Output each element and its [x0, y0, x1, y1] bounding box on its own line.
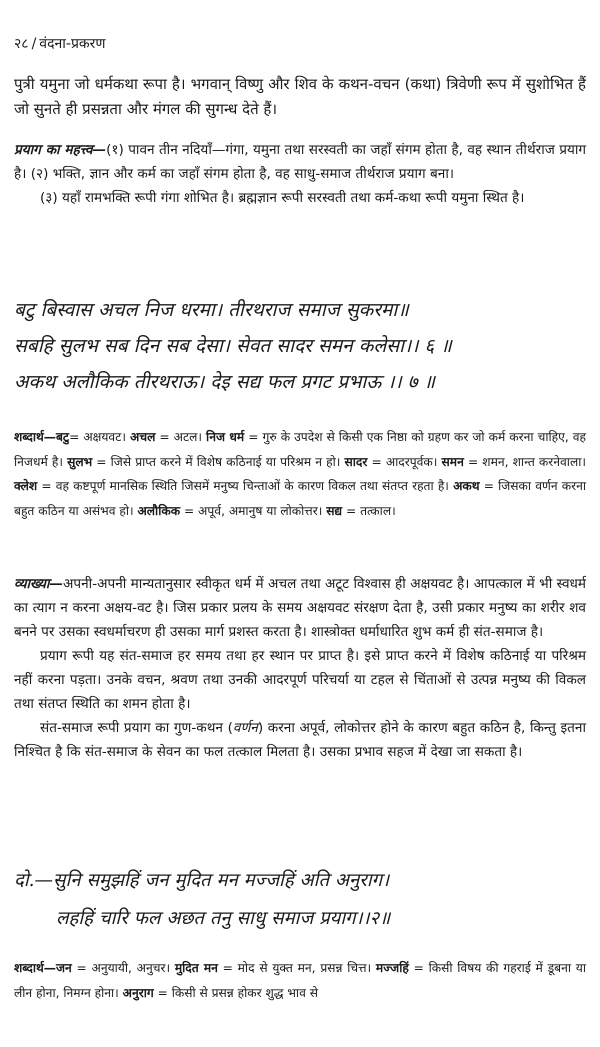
glossary-meaning: = वह कष्टपूर्ण मानसिक स्थिति जिसमें मनुष्य चिन्ताओं के कारण विकल तथा संतप्त रहता है।	[41, 479, 449, 493]
importance-block	[14, 138, 586, 210]
glossary-meaning: = मोद से युक्त मन, प्रसन्न चित्त।	[222, 961, 372, 975]
explanation-label: व्याख्या—	[14, 576, 64, 592]
explanation-para-3-start: संत-समाज रूपी प्रयाग का गुण-कथन (	[40, 720, 233, 736]
explanation-para-3-italic: वर्णन	[232, 720, 258, 736]
glossary-term: मुदित मन	[174, 961, 218, 975]
glossary-meaning: = अपूर्व, अमानुष या लोकोत्तर।	[183, 503, 323, 518]
verse-1-line-2: सबहि सुलभ सब दिन सब देसा। सेवत सादर समन कलेसा।। ६ ॥	[14, 335, 452, 357]
explanation-block	[14, 572, 586, 764]
doha-line-1: दो.—सुनि समुझहिं जन मुदित मन मज्जहिं अति अनुराग।	[14, 870, 390, 891]
verse-1-line-1: बटु बिस्वास अचल निज धरमा। तीरथराज समाज सुकरमा॥	[14, 299, 409, 321]
glossary-1-paragraph	[14, 425, 586, 523]
glossary-2-paragraph	[14, 956, 586, 1005]
intro-block	[14, 72, 586, 122]
explanation-para-1	[14, 572, 586, 644]
glossary-term: क्लेश	[14, 479, 38, 493]
glossary-term: अचल	[130, 430, 156, 444]
glossary-meaning: = अनुयायी, अनुचर।	[76, 961, 171, 975]
glossary-meaning: = जिसे प्राप्त करने में विशेष कठिनाई या परिश्रम न हो।	[96, 454, 341, 469]
verse-1-line-3: अकथ अलौकिक तीरथराऊ। देइ सद्य फल प्रगट प्रभाऊ ।। ७ ॥	[14, 371, 436, 393]
glossary-term: मज्जहिं	[375, 961, 409, 975]
glossary-2-label: शब्दार्थ—	[14, 961, 56, 975]
glossary-term: बटु	[55, 430, 70, 444]
verse-1	[14, 292, 586, 400]
explanation-para-2: प्रयाग रूपी यह संत-समाज हर समय तथा हर स्थान पर प्राप्त है। इसे प्राप्त करने में विशेष कठिनाई या परिश्रम नहीं करना पड़ता। उनके वचन, श्रवण तथा उनकी आदरपूर्ण परिचर्या या टहल से चिंताओं से उत्पन्न मनुष्य की विकल तथा संतप्त स्थिति का शमन होता है।	[14, 648, 587, 712]
chapter-title: वंदना-प्रकरण	[39, 36, 106, 52]
glossary-term: अनुराग	[122, 985, 154, 1000]
glossary-1-label: शब्दार्थ—	[14, 430, 56, 444]
glossary-term: अकथ	[453, 479, 480, 493]
importance-paragraph	[14, 138, 586, 186]
glossary-term: सादर	[344, 454, 368, 469]
glossary-term: समन	[441, 454, 464, 469]
glossary-meaning: = तत्काल।	[345, 503, 396, 518]
glossary-meaning: = किसी से प्रसन्न होकर शुद्ध भाव से	[157, 985, 318, 1000]
explanation-para-3	[14, 716, 586, 764]
importance-point-3: (३) यहाँ रामभक्ति रूपी गंगा शोभित है। ब्रह्मज्ञान रूपी सरस्वती तथा कर्म-कथा रूपी यमुना स्थित है।	[40, 190, 525, 206]
intro-paragraph: पुत्री यमुना जो धर्मकथा रूपा है। भगवान् विष्णु और शिव के कथन-वचन (कथा) त्रिवेणी रूप में सुशोभित हैं जो सुनते ही प्रसन्नता और मंगल की सुगन्ध देते हैं।	[14, 75, 586, 118]
explanation-text-1: अपनी-अपनी मान्यतानुसार स्वीकृत धर्म में अचल तथा अटूट विश्वास ही अक्षयवट है। आपत्काल में भी स्वधर्म का त्याग न करना अक्षय-वट है। जिस प्रकार प्रलय के समय अक्षयवट संरक्षण देता है, उसी प्रकार मनुष्य का शरीर शव बनने पर उसका स्वधर्माचरण ही उसका मार्ग प्रशस्त करता है। शास्त्रोक्त धर्माधारित शुभ कर्म ही संत-समाज है।	[14, 576, 586, 640]
glossary-term: सुलभ	[67, 454, 93, 469]
glossary-meaning: = शमन, शान्त करनेवाला।	[467, 454, 586, 469]
glossary-meaning: = किसी विषय की गहराई में डूबना या लीन होना, निमग्न होना।	[14, 961, 586, 1000]
explanation-para-3-end: ) करना अपूर्व, लोकोत्तर होने के कारण बहुत कठिन है, किन्तु इतना निश्चित है कि संत-समाज के सेवन का फल तत्काल मिलता है। उसका प्रभाव सहज में देखा जा सकता है।	[14, 720, 586, 760]
glossary-meaning: = अटल।	[159, 430, 202, 444]
glossary-term: जन	[55, 961, 72, 975]
glossary-meaning: = आदरपूर्वक।	[371, 454, 438, 469]
glossary-term: सद्य	[326, 503, 343, 518]
running-header	[14, 34, 586, 53]
page-number: २८	[14, 36, 29, 52]
doha-line-2: लहहिं चारि फल अछत तनु साधु समाज प्रयाग।।२॥	[56, 908, 391, 929]
glossary-1	[14, 425, 586, 523]
importance-text: (१) पावन तीन नदियाँ—गंगा, यमुना तथा सरस्वती का जहाँ संगम होता है, वह स्थान तीर्थराज प्रयाग है। (२) भक्ति, ज्ञान और कर्म का जहाँ संगम होता है, वह साधु-समाज तीर्थराज प्रयाग बना।	[14, 142, 586, 182]
importance-label: प्रयाग का महत्त्व—	[14, 142, 107, 158]
glossary-meaning: = अक्षयवट।	[69, 430, 126, 444]
doha	[14, 862, 586, 938]
glossary-meaning: = जिसका वर्णन करना बहुत कठिन या असंभव हो।	[14, 479, 587, 518]
glossary-2	[14, 956, 586, 1005]
glossary-term: निज धर्म	[206, 430, 245, 444]
glossary-meaning: = गुरु के उपदेश से किसी एक निष्ठा को ग्रहण कर जो कर्म करना चाहिए, वह निजधर्म है।	[14, 430, 587, 469]
header-separator: /	[31, 36, 37, 52]
glossary-term: अलौकिक	[137, 503, 181, 518]
